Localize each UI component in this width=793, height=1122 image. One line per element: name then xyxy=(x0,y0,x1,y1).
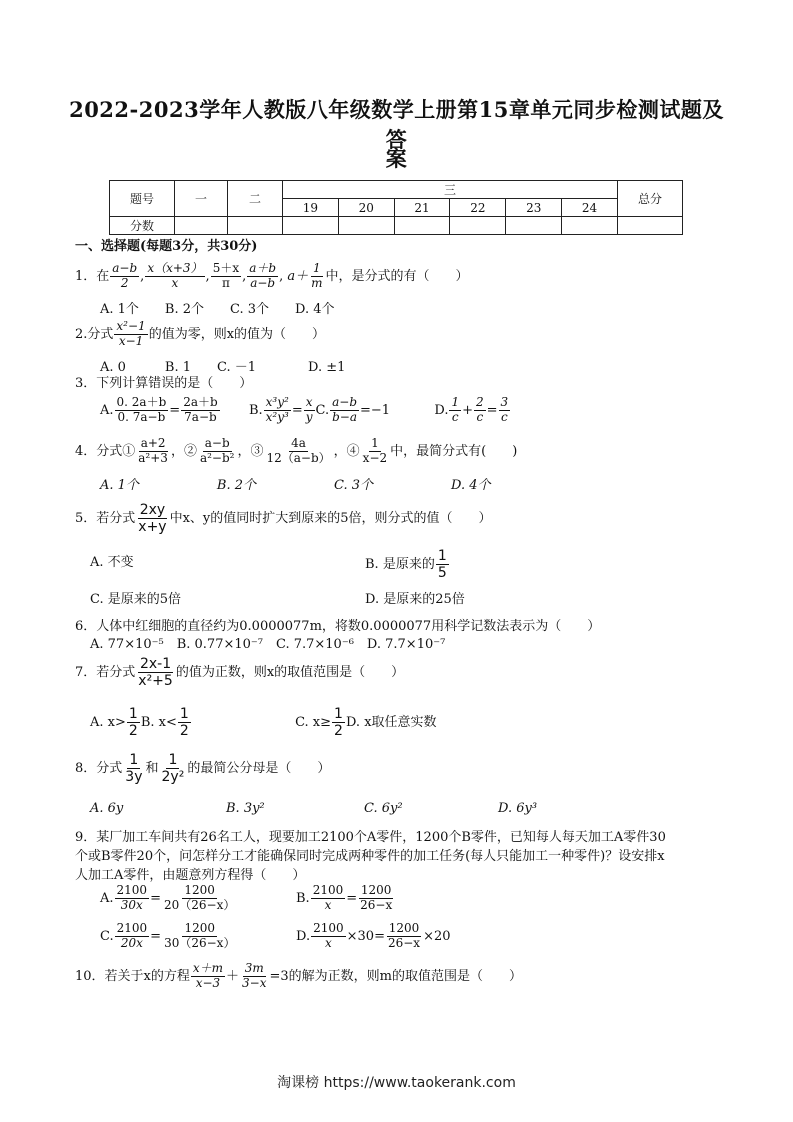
q9-c-frac-2: $\frac{1200}{30(26-x)}$ xyxy=(164,921,236,950)
q2-options: A. 0 B. 1 C. －1 D. ±1 xyxy=(100,360,346,375)
score-cell xyxy=(618,217,683,235)
q3-options: A. $\frac{0. 2a+b}{0. 7a-b}$ = $\frac{2a+b}{7a-b}$ B. $\frac{\text{x³y²}}{\text{x²y³}}$ = $\frac{x}{y}$ C. $\frac{a-b}{b-a}$ =−1 D. $\frac{1}{c}$ + $\frac{2}{c}$ = $\frac{3}{c}$ xyxy=(100,395,509,424)
q7-options: A. x> $\frac{1}{2}$ B. x< $\frac{1}{2}$ C. x≥ $\frac{1}{2}$ D. x取任意实数 xyxy=(90,706,437,740)
score-table xyxy=(109,180,683,235)
q1-frac-1: $\frac{a-b}{2}$ xyxy=(112,261,138,290)
question-4: 4．分式① $\frac{a+2}{\text{a²+3}}$ ，② $\frac{a-b}{\text{a²−b²}}$ ，③ $\frac{4a}{12(a-b)}$ ，④ $\frac{1}{x-2}$ 中，最简分式有( ) xyxy=(75,436,518,465)
footer-watermark: 淘课榜 https://www.taokerank.com xyxy=(277,1075,516,1091)
q4-frac-4: $\frac{1}{x-2}$ xyxy=(362,436,388,465)
q9-d-frac-1: $\frac{2100}{x}$ xyxy=(313,921,344,950)
question-2: 2.分式 $\frac{\text{x²−1}}{x-1}$ 的值为零，则x的值为（ ） xyxy=(75,319,326,348)
q9-option-c: C. $\frac{2100}{20x}$ = $\frac{1200}{30(26-x)}$ xyxy=(100,921,236,950)
q4-frac-1: $\frac{a+2}{\text{a²+3}}$ xyxy=(138,436,168,465)
q9-option-a: A. $\frac{2100}{30x}$ = $\frac{1200}{20(26-x)}$ xyxy=(100,883,236,912)
header-q23: 23 xyxy=(506,199,562,217)
q4-options: A. 1个 B. 2个 C. 3个 D. 4个 xyxy=(100,478,491,493)
document-title-line1: 2022-2023学年人教版八年级数学上册第15章单元同步检测试题及答 xyxy=(69,97,724,152)
q5-option-a: A. 不变 xyxy=(90,555,134,570)
q5-option-b: B. 是原来的 $\frac{1}{5}$ xyxy=(365,548,447,582)
q3-a-frac-2: $\frac{2a+b}{7a-b}$ xyxy=(183,395,218,424)
question-7: 7．若分式 $\frac{2x-1}{\text{x²+5}}$ 的值为正数，则x的取值范围是（ ） xyxy=(75,656,405,690)
q1-frac-5: $\frac{1}{m}$ xyxy=(311,261,323,290)
q5-option-d: D. 是原来的25倍 xyxy=(365,592,465,607)
q5-frac: $\frac{2xy}{x+y}$ xyxy=(138,502,167,536)
q3-a-frac-1: $\frac{0. 2a+b}{0. 7a-b}$ xyxy=(116,395,167,424)
score-cell xyxy=(283,217,339,235)
q8-option-c: C. 6y² xyxy=(364,801,403,816)
q1-lead: 1．在 xyxy=(75,268,110,284)
q4-frac-2: $\frac{a-b}{\text{a²−b²}}$ xyxy=(199,436,235,465)
section-heading-choice: 一、选择题(每题3分，共30分) xyxy=(75,239,258,254)
header-q24: 24 xyxy=(562,199,618,217)
q8-frac-1: $\frac{1}{3y}$ xyxy=(125,752,143,786)
score-cell xyxy=(338,217,394,235)
q8-option-b: B. 3y² xyxy=(226,801,265,816)
q9-a-frac-2: $\frac{1200}{20(26-x)}$ xyxy=(163,883,236,912)
q1-frac-4: $\frac{a+b}{a-b}$ xyxy=(249,261,277,290)
question-6: 6．人体中红细胞的直径约为0.0000077m，将数0.0000077用科学记数法表示为（ ） xyxy=(75,619,601,634)
q9-a-frac-1: $\frac{2100}{30x}$ xyxy=(116,883,148,912)
q7-option-b-frac: $\frac{1}{2}$ xyxy=(179,706,189,740)
q10-frac-2: $\frac{3m}{3-x}$ xyxy=(242,961,267,990)
q3-b-frac-2: $\frac{x}{y}$ xyxy=(305,395,313,424)
q2-frac: $\frac{\text{x²−1}}{x-1}$ xyxy=(116,319,146,348)
score-row-label: 分数 xyxy=(110,217,175,235)
score-cell xyxy=(394,217,450,235)
q9-b-frac-1: $\frac{2100}{x}$ xyxy=(312,883,344,912)
document-title-line2: 案 xyxy=(385,146,408,171)
q10-frac-1: $\frac{x+m}{x-3}$ xyxy=(192,961,224,990)
score-cell xyxy=(175,217,228,235)
question-1: 1．在 $\frac{a-b}{2}$ , $\frac{x(x+3)}{x}$ , $\frac{5+x}{\pi}$ , $\frac{a+b}{a-b}$ , a＋ $\frac{1}{m}$ 中，是分式的有（ ） xyxy=(75,261,469,290)
q9-b-frac-2: $\frac{1200}{26-x}$ xyxy=(360,883,393,912)
q8-frac-2: $\frac{1}{\text{2y²}}$ xyxy=(161,752,185,786)
header-total: 总分 xyxy=(618,181,683,217)
q1-frac-3: $\frac{5+x}{\pi}$ xyxy=(212,261,240,290)
header-part-three: 三 xyxy=(283,181,618,199)
header-question-number: 题号 xyxy=(110,181,175,217)
header-q21: 21 xyxy=(394,199,450,217)
q1-options: A. 1个 B. 2个 C. 3个 D. 4个 xyxy=(100,302,335,317)
q8-option-d: D. 6y³ xyxy=(498,801,538,816)
score-cell xyxy=(506,217,562,235)
q1-frac-2: $\frac{x(x+3)}{x}$ xyxy=(147,261,203,290)
q7-option-a-frac: $\frac{1}{2}$ xyxy=(128,706,138,740)
q1-expr-5-prefix: a＋ xyxy=(287,268,309,284)
header-q22: 22 xyxy=(450,199,506,217)
question-10: 10．若关于x的方程 $\frac{x+m}{x-3}$ ＋ $\frac{3m}{3-x}$ =3的解为正数，则m的取值范围是（ ） xyxy=(75,961,523,990)
question-5: 5．若分式 $\frac{2xy}{x+y}$ 中x、y的值同时扩大到原来的5倍，则分式的值（ ） xyxy=(75,502,492,536)
q7-option-c-frac: $\frac{1}{2}$ xyxy=(334,706,343,740)
q9-option-d: D. $\frac{2100}{x}$ ×30= $\frac{1200}{26-x}$ ×20 xyxy=(296,921,451,950)
q9-c-frac-1: $\frac{2100}{20x}$ xyxy=(116,921,148,950)
q1-tail: 中，是分式的有（ ） xyxy=(325,268,469,284)
q4-frac-3: $\frac{4a}{12(a-b)}$ xyxy=(266,436,331,465)
header-part-two: 二 xyxy=(228,181,283,217)
q9-option-b: B. $\frac{2100}{x}$ = $\frac{1200}{26-x}$ xyxy=(296,883,393,912)
header-part-one: 一 xyxy=(175,181,228,217)
q6-options: A. 77×10⁻⁵ B. 0.77×10⁻⁷ C. 7.7×10⁻⁶ D. 7.7×10⁻⁷ xyxy=(90,637,446,652)
score-cell xyxy=(228,217,283,235)
q8-option-a: A. 6y xyxy=(90,801,124,816)
score-cell xyxy=(562,217,618,235)
question-9-line-2: 个或B零件20个，问怎样分工才能确保同时完成两种零件的加工任务(每人只能加工一种零件)？设安排x xyxy=(75,849,665,864)
question-3: 3．下列计算错误的是（ ） xyxy=(75,376,253,391)
q3-d-frac-3: $\frac{3}{c}$ xyxy=(500,395,509,424)
score-cell xyxy=(450,217,506,235)
header-q19: 19 xyxy=(283,199,339,217)
header-q20: 20 xyxy=(338,199,394,217)
q3-b-frac-1: $\frac{\text{x³y²}}{\text{x²y³}}$ xyxy=(265,395,289,424)
q3-d-frac-1: $\frac{1}{c}$ xyxy=(451,395,460,424)
question-8: 8．分式 $\frac{1}{3y}$ 和 $\frac{1}{\text{2y²}}$ 的最简公分母是（ ） xyxy=(75,752,331,786)
q3-d-frac-2: $\frac{2}{c}$ xyxy=(476,395,484,424)
q9-d-frac-2: $\frac{1200}{26-x}$ xyxy=(387,921,421,950)
q7-frac: $\frac{2x-1}{\text{x²+5}}$ xyxy=(138,656,173,690)
question-9-line-3: 人加工A零件，由题意列方程得（ ） xyxy=(75,868,306,883)
q3-c-frac: $\frac{a-b}{b-a}$ xyxy=(332,395,358,424)
q5-option-c: C. 是原来的5倍 xyxy=(90,592,182,607)
question-9-line-1: 9．某厂加工车间共有26名工人，现要加工2100个A零件，1200个B零件，已知每人每天加工A零件30 xyxy=(75,830,666,845)
q5-option-b-frac: $\frac{1}{5}$ xyxy=(437,548,447,582)
